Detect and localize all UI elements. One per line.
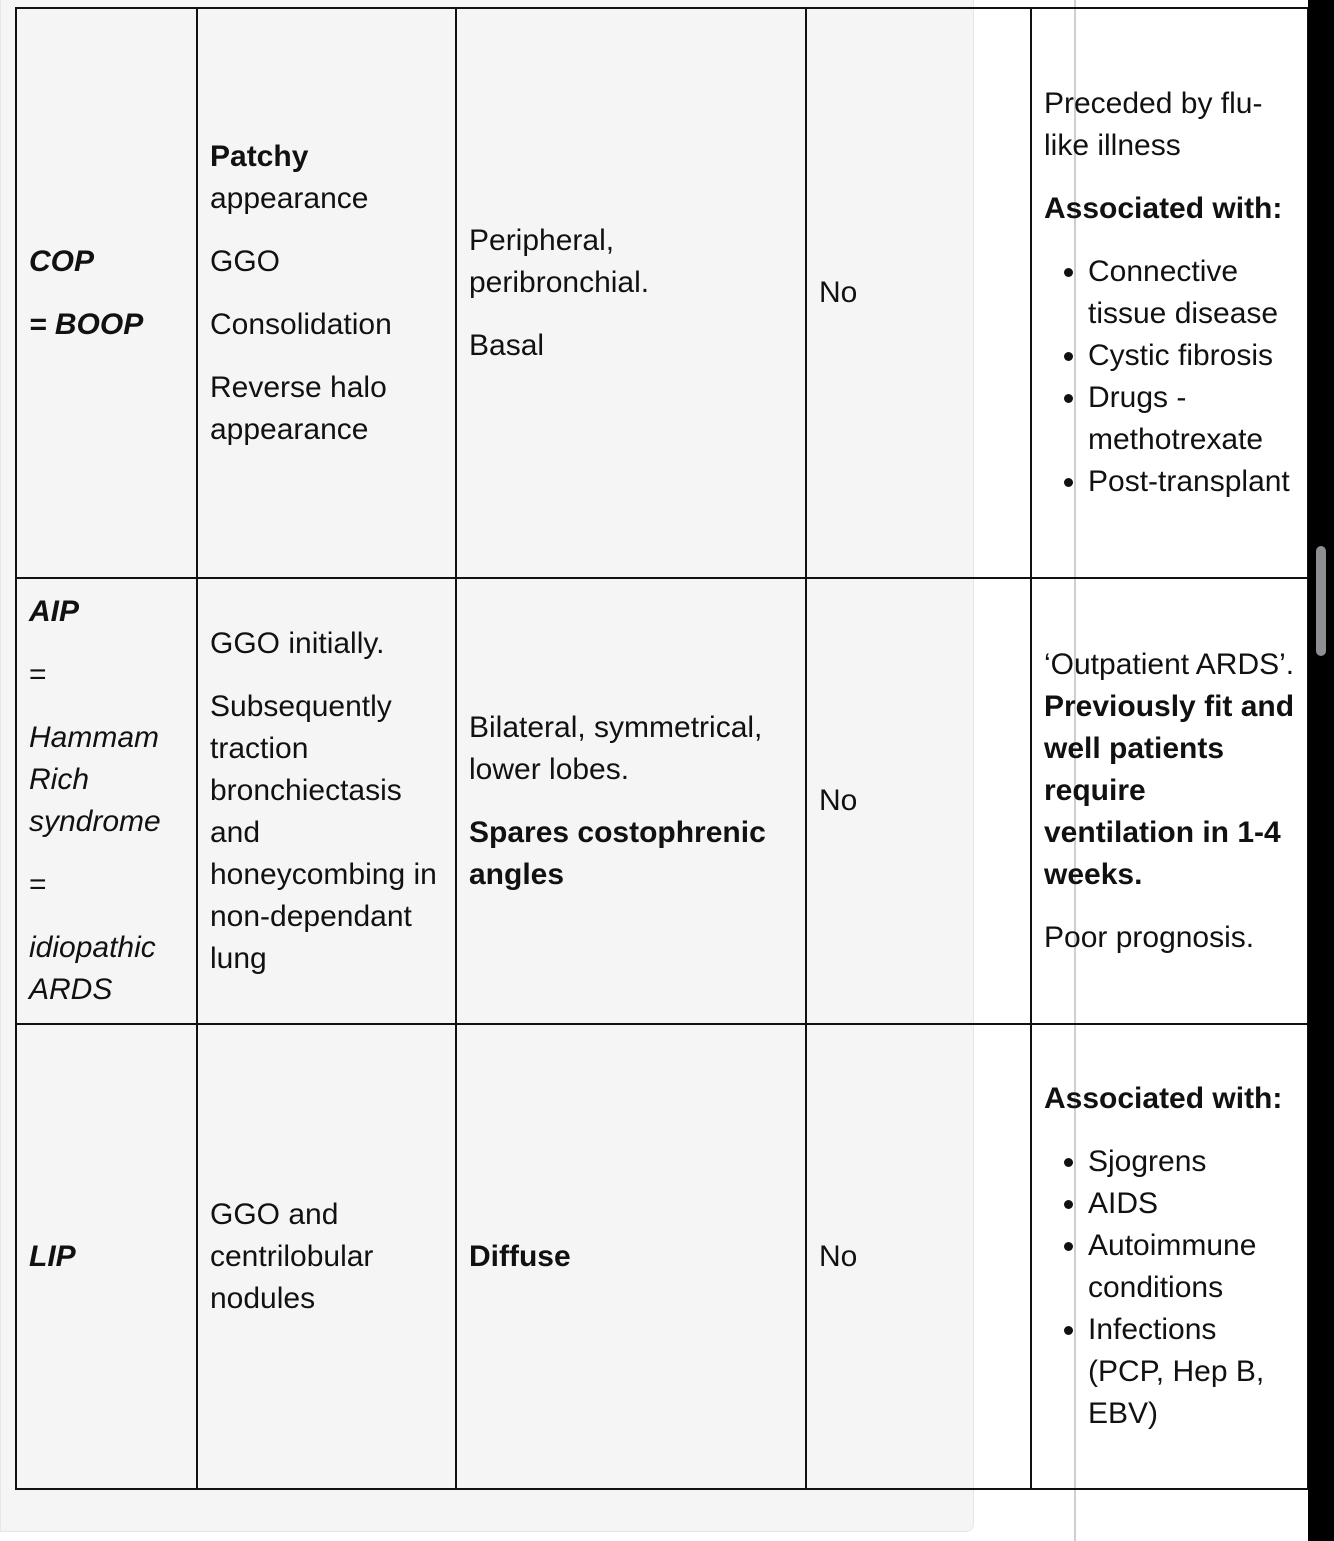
paragraph <box>210 686 443 980</box>
ct-appearance-cell <box>197 1024 456 1489</box>
notes-cell <box>1031 8 1308 578</box>
subpleural-sparing-cell <box>806 8 1031 578</box>
text-run: appearance <box>210 181 369 215</box>
text-run: Preceded by flu-like illness <box>1044 87 1263 162</box>
table-row <box>16 8 1308 578</box>
list-item: • Infections (PCP, Hep B, EBV) <box>1088 1309 1295 1435</box>
paragraph <box>1044 188 1295 230</box>
text-run: LIP <box>29 1239 76 1273</box>
text-run: Consolidation <box>210 307 392 341</box>
paragraph <box>29 1236 184 1278</box>
paragraph <box>210 1194 443 1320</box>
paragraph <box>29 927 184 1011</box>
distribution-cell <box>456 8 806 578</box>
text-run: Basal <box>469 328 545 362</box>
paragraph <box>819 272 1018 314</box>
list-item: • Cystic fibrosis <box>1088 335 1295 377</box>
text-run: Peripheral, peribronchial. <box>469 223 650 299</box>
text-run: GGO and centrilobular nodules <box>210 1197 374 1315</box>
text-run: Bilateral, symmetrical, lower lobes. <box>469 710 763 786</box>
paragraph <box>469 707 793 791</box>
text-run: Patchy <box>210 139 309 173</box>
list-item: • Connective tissue disease <box>1088 251 1295 335</box>
subpleural-sparing-cell <box>806 1024 1031 1489</box>
lung-disease-table <box>15 7 1309 1490</box>
disease-name-cell <box>16 1024 197 1489</box>
text-run: Poor prognosis. <box>1044 920 1255 954</box>
table-row <box>16 578 1308 1024</box>
text-run: Spares costophrenic angles <box>469 815 766 891</box>
notes-cell <box>1031 1024 1308 1489</box>
list-item: • Autoimmune conditions <box>1088 1225 1295 1309</box>
paragraph <box>29 864 184 906</box>
text-run: No <box>819 1239 858 1273</box>
text-run: No <box>819 784 858 817</box>
paragraph <box>29 241 184 283</box>
paragraph <box>469 812 793 896</box>
paragraph <box>210 623 443 665</box>
text-run: Associated with: <box>1044 1082 1283 1115</box>
paragraph <box>210 241 443 283</box>
scrollbar-thumb[interactable] <box>1316 546 1326 656</box>
text-run: ‘Outpatient ARDS’. <box>1044 647 1295 681</box>
text-run: = <box>29 658 47 691</box>
paragraph <box>1044 1078 1295 1120</box>
list-item: • Drugs - methotrexate <box>1088 377 1295 461</box>
bullet-list <box>1044 251 1295 503</box>
paragraph <box>469 1236 793 1278</box>
text-run: AIP <box>29 595 80 628</box>
text-run: = BOOP <box>29 307 144 341</box>
table-row <box>16 1024 1308 1489</box>
paragraph <box>29 654 184 696</box>
subpleural-sparing-cell <box>806 578 1031 1024</box>
text-run: Hammam Rich syndrome <box>29 721 161 838</box>
distribution-cell <box>456 578 806 1024</box>
paragraph <box>210 136 443 220</box>
paragraph <box>1044 83 1295 167</box>
ct-appearance-cell <box>197 578 456 1024</box>
list-item: • Post-transplant <box>1088 461 1295 503</box>
distribution-cell <box>456 1024 806 1489</box>
text-run: GGO <box>210 244 281 278</box>
text-run: Diffuse <box>469 1239 571 1273</box>
disease-name-cell <box>16 8 197 578</box>
paragraph <box>210 367 443 451</box>
paragraph <box>210 304 443 346</box>
notes-cell <box>1031 578 1308 1024</box>
text-run: No <box>819 276 858 309</box>
list-item: • AIDS <box>1088 1183 1295 1225</box>
text-run: COP <box>29 244 95 278</box>
paragraph <box>29 304 184 346</box>
ct-appearance-cell <box>197 8 456 578</box>
scrollbar-track[interactable] <box>1308 0 1334 1541</box>
list-item: • Sjogrens <box>1088 1141 1295 1183</box>
paragraph <box>469 325 793 367</box>
paragraph <box>819 1236 1018 1278</box>
paragraph <box>819 780 1018 822</box>
text-run: idiopathic ARDS <box>29 931 156 1006</box>
bullet-list <box>1044 1141 1295 1435</box>
paragraph <box>469 220 793 304</box>
text-run: = <box>29 868 47 901</box>
text-run: Associated with: <box>1044 192 1283 225</box>
text-run: GGO initially. <box>210 626 385 660</box>
paragraph <box>29 717 184 843</box>
paragraph <box>1044 917 1295 959</box>
text-run: Reverse halo appearance <box>210 370 387 446</box>
disease-name-cell <box>16 578 197 1024</box>
text-run: Previously fit and well patients require ventilation in 1-4 weeks. <box>1044 689 1295 891</box>
paragraph <box>1044 644 1295 896</box>
paragraph <box>29 591 184 633</box>
text-run: Subsequently traction bronchiectasis and honeycombing in non-dependant lung <box>210 689 437 975</box>
